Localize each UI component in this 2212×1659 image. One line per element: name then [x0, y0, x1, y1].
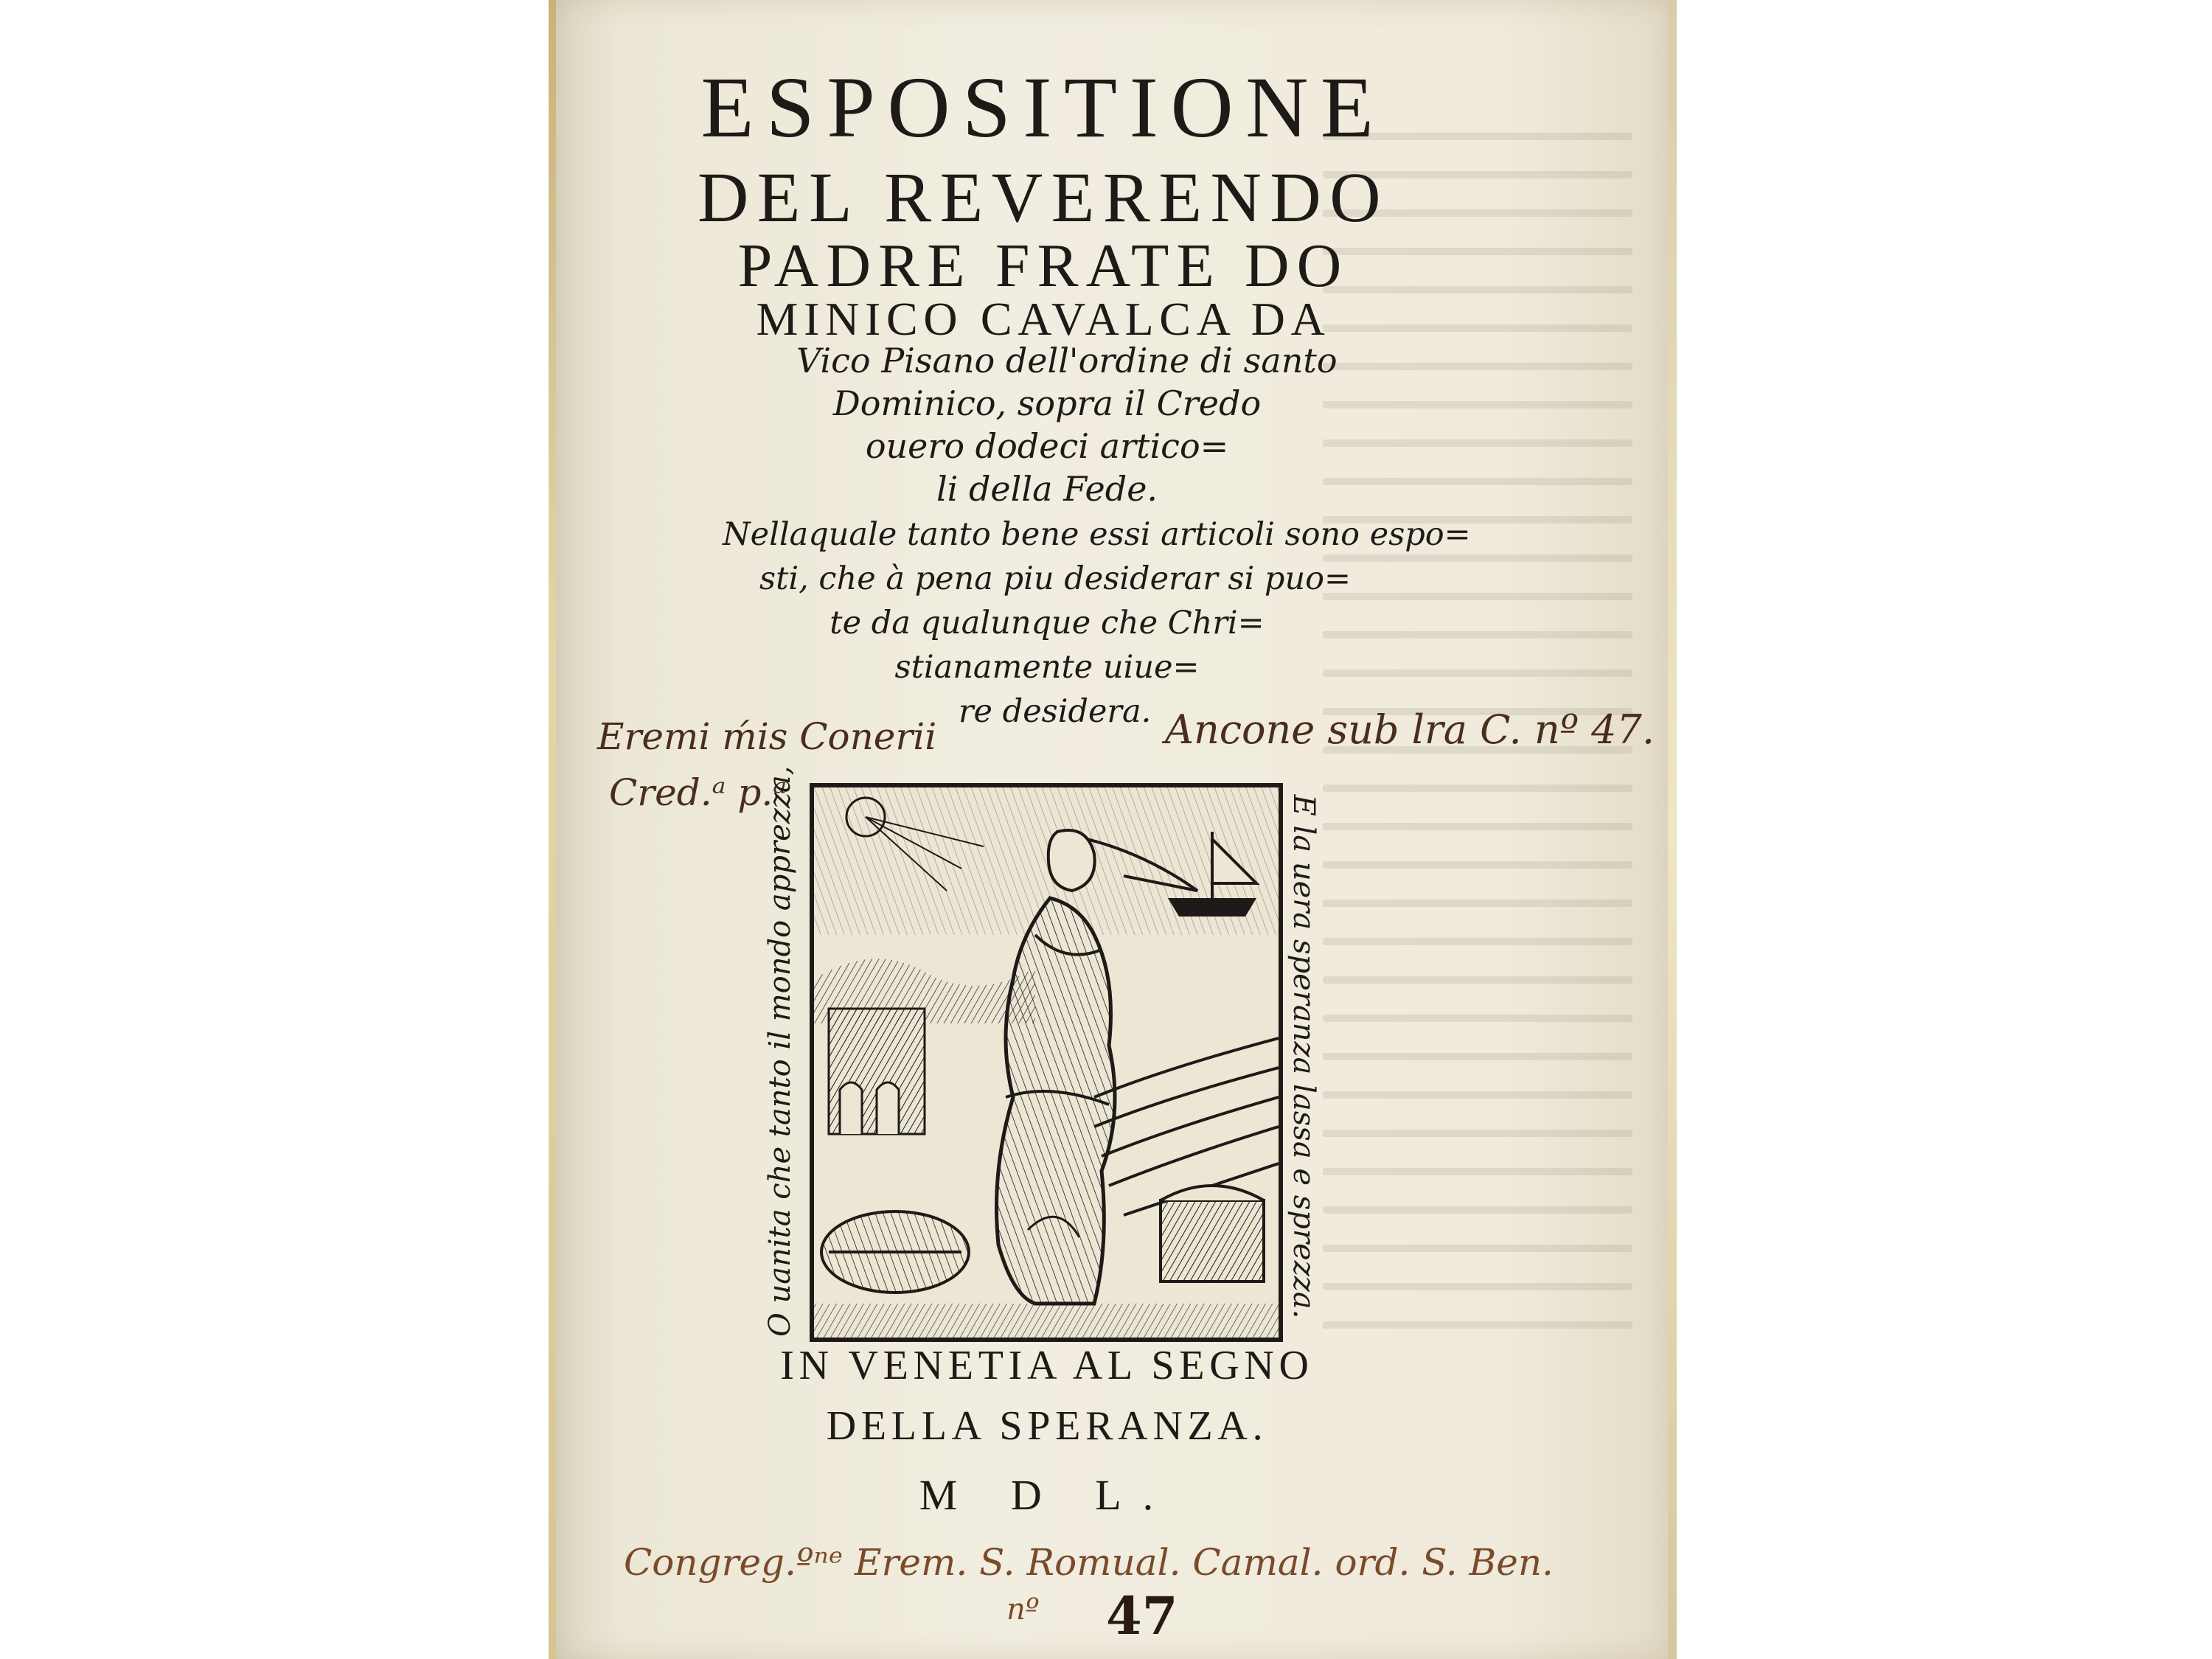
- motto-right: E la uera speranza lassa e sprezza.: [1287, 794, 1321, 1319]
- body-line-9: re desidera.: [959, 693, 1152, 730]
- manuscript-ownership-line: Congreg.ºⁿᵉ Erem. S. Romual. Camal. ord. S. Ben.: [624, 1541, 1554, 1584]
- manuscript-note-right: Ancone sub lra C. nº 47.: [1165, 706, 1655, 753]
- imprint-line-2: DELLA SPERANZA.: [826, 1403, 1268, 1449]
- body-line-3: ouero dodeci artico=: [865, 426, 1229, 466]
- manuscript-number-label: nº: [1006, 1593, 1040, 1627]
- title-line-4: MINICO CAVALCA DA: [756, 293, 1331, 345]
- imprint-line-1: IN VENETIA AL SEGNO: [780, 1343, 1314, 1388]
- manuscript-note-credo: Cred.ᵃ p.ᵃ: [609, 771, 787, 814]
- manuscript-note-left: Eremi ḿis Conerii: [597, 715, 937, 758]
- show-through-text: [1323, 133, 1632, 1386]
- title-line-2: DEL REVERENDO: [697, 158, 1390, 237]
- title-line-3: PADRE FRATE DO: [737, 232, 1349, 300]
- body-line-5: Nellaquale tanto bene essi articoli sono espo=: [723, 516, 1471, 553]
- imprint-date: M D L.: [919, 1471, 1175, 1519]
- body-line-2: Dominico, sopra il Credo: [832, 383, 1262, 423]
- body-line-4: li della Fede.: [936, 469, 1158, 509]
- book-edge-right: [1668, 0, 1677, 1659]
- motto-left: O uanita che tanto il mondo apprezza,: [763, 765, 797, 1337]
- body-line-7: te da qualunque che Chri=: [830, 605, 1265, 641]
- woodcut-illustration: [810, 783, 1283, 1342]
- title-line-1: ESPOSITIONE: [700, 59, 1386, 156]
- hope-figure-woodcut: [814, 787, 1279, 1338]
- body-line-1: Vico Pisano dell'ordine di santo: [796, 341, 1338, 380]
- manuscript-number: 47: [1106, 1585, 1178, 1646]
- body-line-6: sti, che à pena piu desiderar si puo=: [759, 560, 1352, 597]
- body-line-8: stianamente uiue=: [894, 649, 1200, 686]
